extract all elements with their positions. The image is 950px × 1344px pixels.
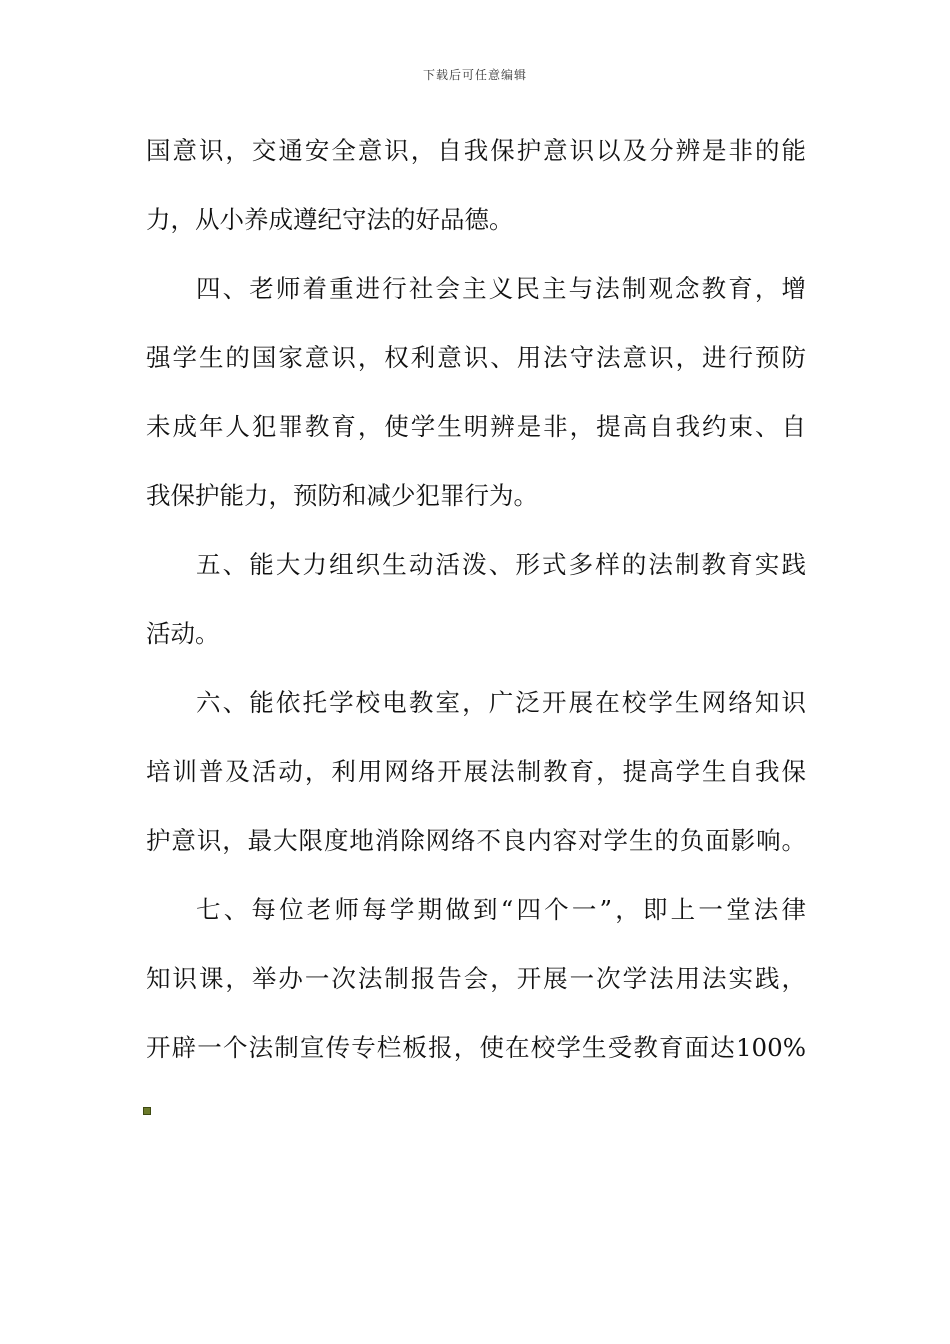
paragraph-line: 强学生的国家意识，权利意识、用法守法意识，进行预防 [146,343,806,372]
paragraph-line: 五、能大力组织生动活泼、形式多样的法制教育实践 [196,550,806,579]
paragraph-line: 未成年人犯罪教育，使学生明辨是非，提高自我约束、自 [146,412,806,441]
paragraph-line: 力，从小养成遵纪守法的好品德。 [146,205,514,234]
paragraph-marker-icon [143,1107,151,1115]
page-header: 下载后可任意编辑 [422,68,527,82]
paragraph-line: 七、每位老师每学期做到“四个一”，即上一堂法律 [196,895,806,924]
paragraph-line: 开辟一个法制宣传专栏板报，使在校学生受教育面达100% [146,1033,806,1062]
body-text [146,124,806,1090]
paragraph-line: 我保护能力，预防和减少犯罪行为。 [146,481,538,510]
paragraph-line: 培训普及活动，利用网络开展法制教育，提高学生自我保 [146,757,806,786]
paragraph-line: 六、能依托学校电教室，广泛开展在校学生网络知识 [196,688,806,717]
paragraph-line: 国意识，交通安全意识，自我保护意识以及分辨是非的能 [146,136,806,165]
paragraph-line: 护意识，最大限度地消除网络不良内容对学生的负面影响。 [146,826,806,855]
paragraph-line: 活动。 [146,619,220,648]
paragraph-line: 知识课，举办一次法制报告会，开展一次学法用法实践， [146,964,806,993]
paragraph-line: 四、老师着重进行社会主义民主与法制观念教育，增 [196,274,806,303]
